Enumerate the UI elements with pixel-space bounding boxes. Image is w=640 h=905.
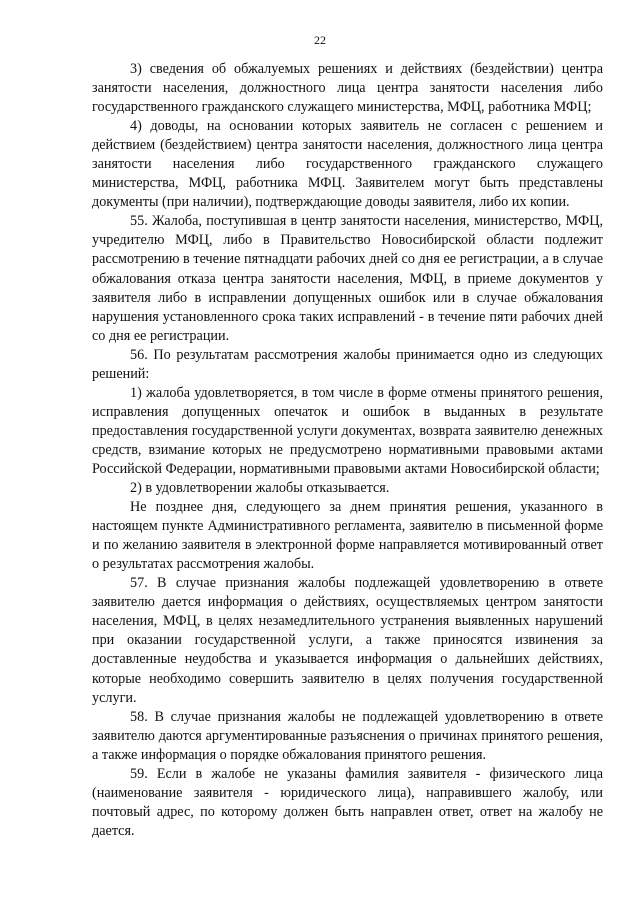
paragraph-clause-59: 59. Если в жалобе не указаны фамилия заявителя - физического лица (наименование заявителя - юридического лица), направившего жалобу, или почтовый адрес, по которому должен быть направлен ответ, ответ на жалобу не дается. [92,765,603,839]
paragraph-clause-57: 57. В случае признания жалобы подлежащей удовлетворению в ответе заявителю дается информация о действиях, осуществляемых центром занятости населения, МФЦ, в целях незамедлительного устранения выявленных нарушений при оказании государственной услуги, а также приносятся извинения за доставленные неудобства и указывается информация о дальнейших действиях, которые необходимо совершить заявителю в целях получения государственной услуги. [92,575,603,706]
paragraph-item-3: 3) сведения об обжалуемых решениях и действиях (бездействии) центра занятости населения, должностного лица центра занятости населения либо государственного гражданского служащего министерства, МФЦ, работника МФЦ; [92,61,603,116]
paragraph-decision-2: 2) в удовлетворении жалобы отказывается. [130,480,390,497]
paragraph-clause-55: 55. Жалоба, поступившая в центр занятости населения, министерство, МФЦ, учредителю МФЦ, либо в Правительство Новосибирской области подлежит рассмотрению в течение пятнадцати рабочих дней со дня ее регистрации, а в случае обжалования отказа центра занятости населения, МФЦ, в приеме документов у заявителя либо в исправлении допущенных ошибок или в случае обжалования нарушения установленного срока таких исправлений - в течение пяти рабочих дней со дня ее регистрации. [92,213,603,344]
paragraph-decision-1: 1) жалоба удовлетворяется, в том числе в форме отмены принятого решения, исправления допущенных опечаток и ошибок в выданных в результате предоставления государственной услуги документах, возврата заявителю денежных средств, взимание которых не предусмотрено нормативными правовыми актами Российской Федерации, нормативными правовыми актами Новосибирской области; [92,384,603,477]
page-number: 22 [314,33,326,47]
paragraph-response-deadline: Не позднее дня, следующего за днем принятия решения, указанного в настоящем пункте Административного регламента, заявителю в письменной форме и по желанию заявителя в электронной форме направляется мотивированный ответ о результатах рассмотрения жалобы. [92,499,603,573]
document-body [92,60,603,841]
paragraph-clause-58: 58. В случае признания жалобы не подлежащей удовлетворению в ответе заявителю даются аргументированные разъяснения о причинах принятого решения, а также информация о порядке обжалования принятого решения. [92,708,603,763]
paragraph-item-4: 4) доводы, на основании которых заявитель не согласен с решением и действием (бездействием) центра занятости населения, должностного лица центра занятости населения либо государственного гражданского служащего министерства, МФЦ, работника МФЦ. Заявителем могут быть представлены документы (при наличии), подтверждающие доводы заявителя, либо их копии. [92,118,603,211]
paragraph-clause-56: 56. По результатам рассмотрения жалобы принимается одно из следующих решений: [92,346,603,382]
